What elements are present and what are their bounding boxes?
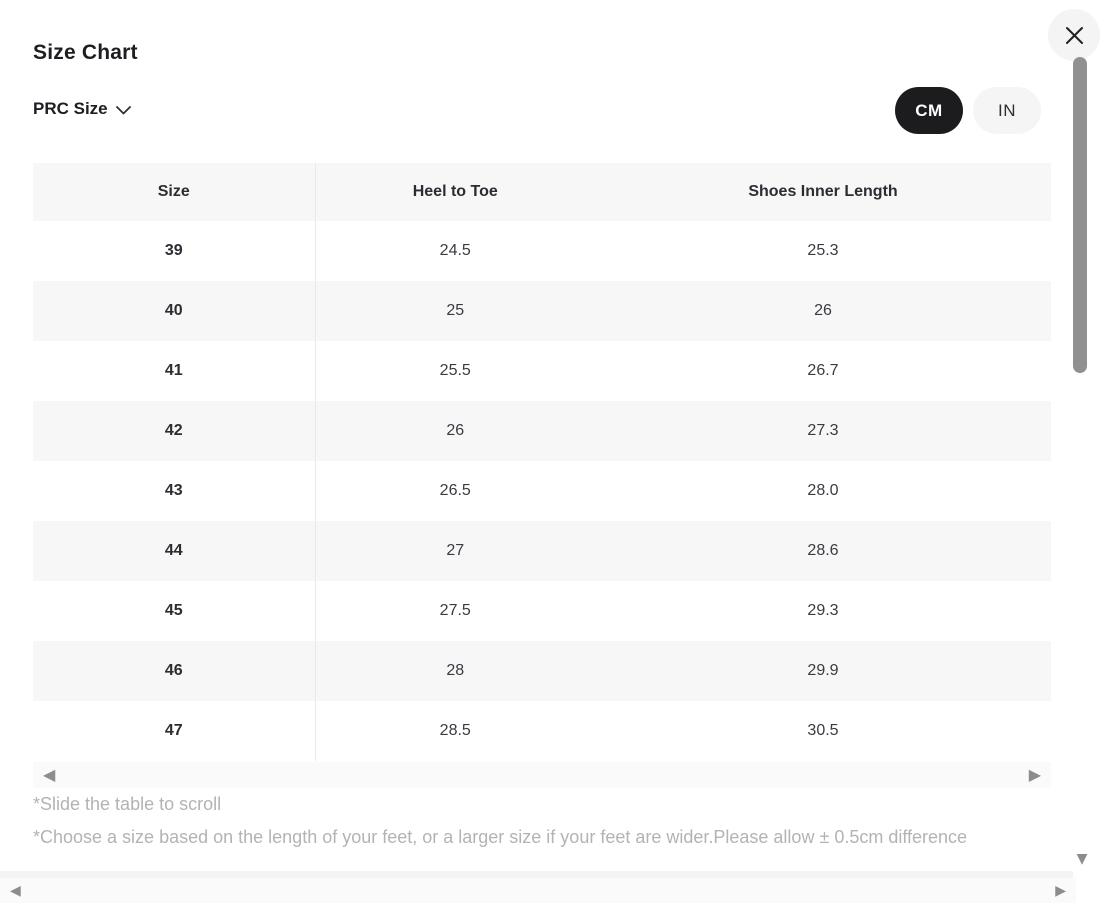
bottom-scroll-left-button[interactable]: ◀ [4, 882, 27, 900]
measurement-cell: 28.0 [807, 482, 839, 499]
size-cell: 40 [33, 281, 315, 341]
table-row [33, 401, 1051, 461]
bottom-scroll-right-button[interactable]: ▶ [1049, 882, 1072, 900]
column-header: Shoes Inner Length [748, 183, 898, 200]
bottom-hscroll-controls [0, 878, 1076, 903]
size-cell: 47 [33, 701, 315, 761]
measurement-cell: 29.9 [807, 662, 839, 679]
scroll-down-button[interactable]: ▼ [1072, 849, 1092, 869]
table-row [33, 341, 1051, 401]
column-header: Size [33, 163, 315, 221]
measurement-cell: 26 [446, 422, 465, 439]
size-cell: 41 [33, 341, 315, 401]
measurement-cell: 27 [446, 542, 465, 559]
measurement-cell: 25.5 [439, 362, 471, 379]
table-row [33, 701, 1051, 761]
unit-in-button[interactable]: IN [973, 87, 1041, 134]
size-cell: 43 [33, 461, 315, 521]
vertical-scrollbar-thumb[interactable] [1073, 57, 1087, 373]
measurement-cell: 28.5 [439, 722, 471, 739]
table-hscroll-controls [33, 762, 1051, 788]
measurement-cell: 25.3 [807, 242, 839, 259]
table-header-row [33, 163, 1051, 221]
size-cell: 42 [33, 401, 315, 461]
measurement-cell: 28 [446, 662, 465, 679]
column-header: Heel to Toe [412, 183, 498, 200]
size-standard-label: PRC Size [33, 99, 108, 118]
scroll-right-button[interactable]: ▶ [1023, 765, 1047, 785]
table-row [33, 221, 1051, 281]
footnote-size-advice: *Choose a size based on the length of your feet, or a larger size if your feet are wider.Please allow ± 0.5cm difference [33, 827, 968, 847]
hscrollbar-track [0, 871, 1073, 878]
measurement-cell: 24.5 [439, 242, 471, 259]
measurement-cell: 27.3 [807, 422, 839, 439]
page-title: Size Chart [33, 41, 138, 64]
measurement-cell: 28.6 [807, 542, 839, 559]
measurement-cell: 26.5 [439, 482, 471, 499]
unit-cm-button[interactable]: CM [895, 87, 963, 134]
scroll-left-button[interactable]: ◀ [37, 765, 61, 785]
measurement-cell: 30.5 [807, 722, 839, 739]
size-chart-table [33, 163, 1052, 761]
unit-toggle [895, 87, 1041, 134]
measurement-cell: 26 [814, 302, 832, 319]
size-cell: 46 [33, 641, 315, 701]
size-cell: 45 [33, 581, 315, 641]
size-table-body [33, 221, 1051, 761]
table-row [33, 641, 1051, 701]
measurement-cell: 29.3 [807, 602, 839, 619]
table-row [33, 281, 1051, 341]
size-standard-dropdown[interactable] [33, 99, 131, 119]
size-cell: 44 [33, 521, 315, 581]
chevron-down-icon [116, 105, 131, 115]
footnote-slide-hint: *Slide the table to scroll [33, 794, 222, 814]
table-row [33, 581, 1051, 641]
measurement-cell: 25 [446, 302, 465, 319]
close-button[interactable] [1048, 9, 1100, 61]
measurement-cell: 27.5 [439, 602, 471, 619]
table-row [33, 521, 1051, 581]
size-cell: 39 [33, 221, 315, 281]
measurement-cell: 26.7 [807, 362, 839, 379]
table-row [33, 461, 1051, 521]
close-icon [1064, 25, 1085, 46]
